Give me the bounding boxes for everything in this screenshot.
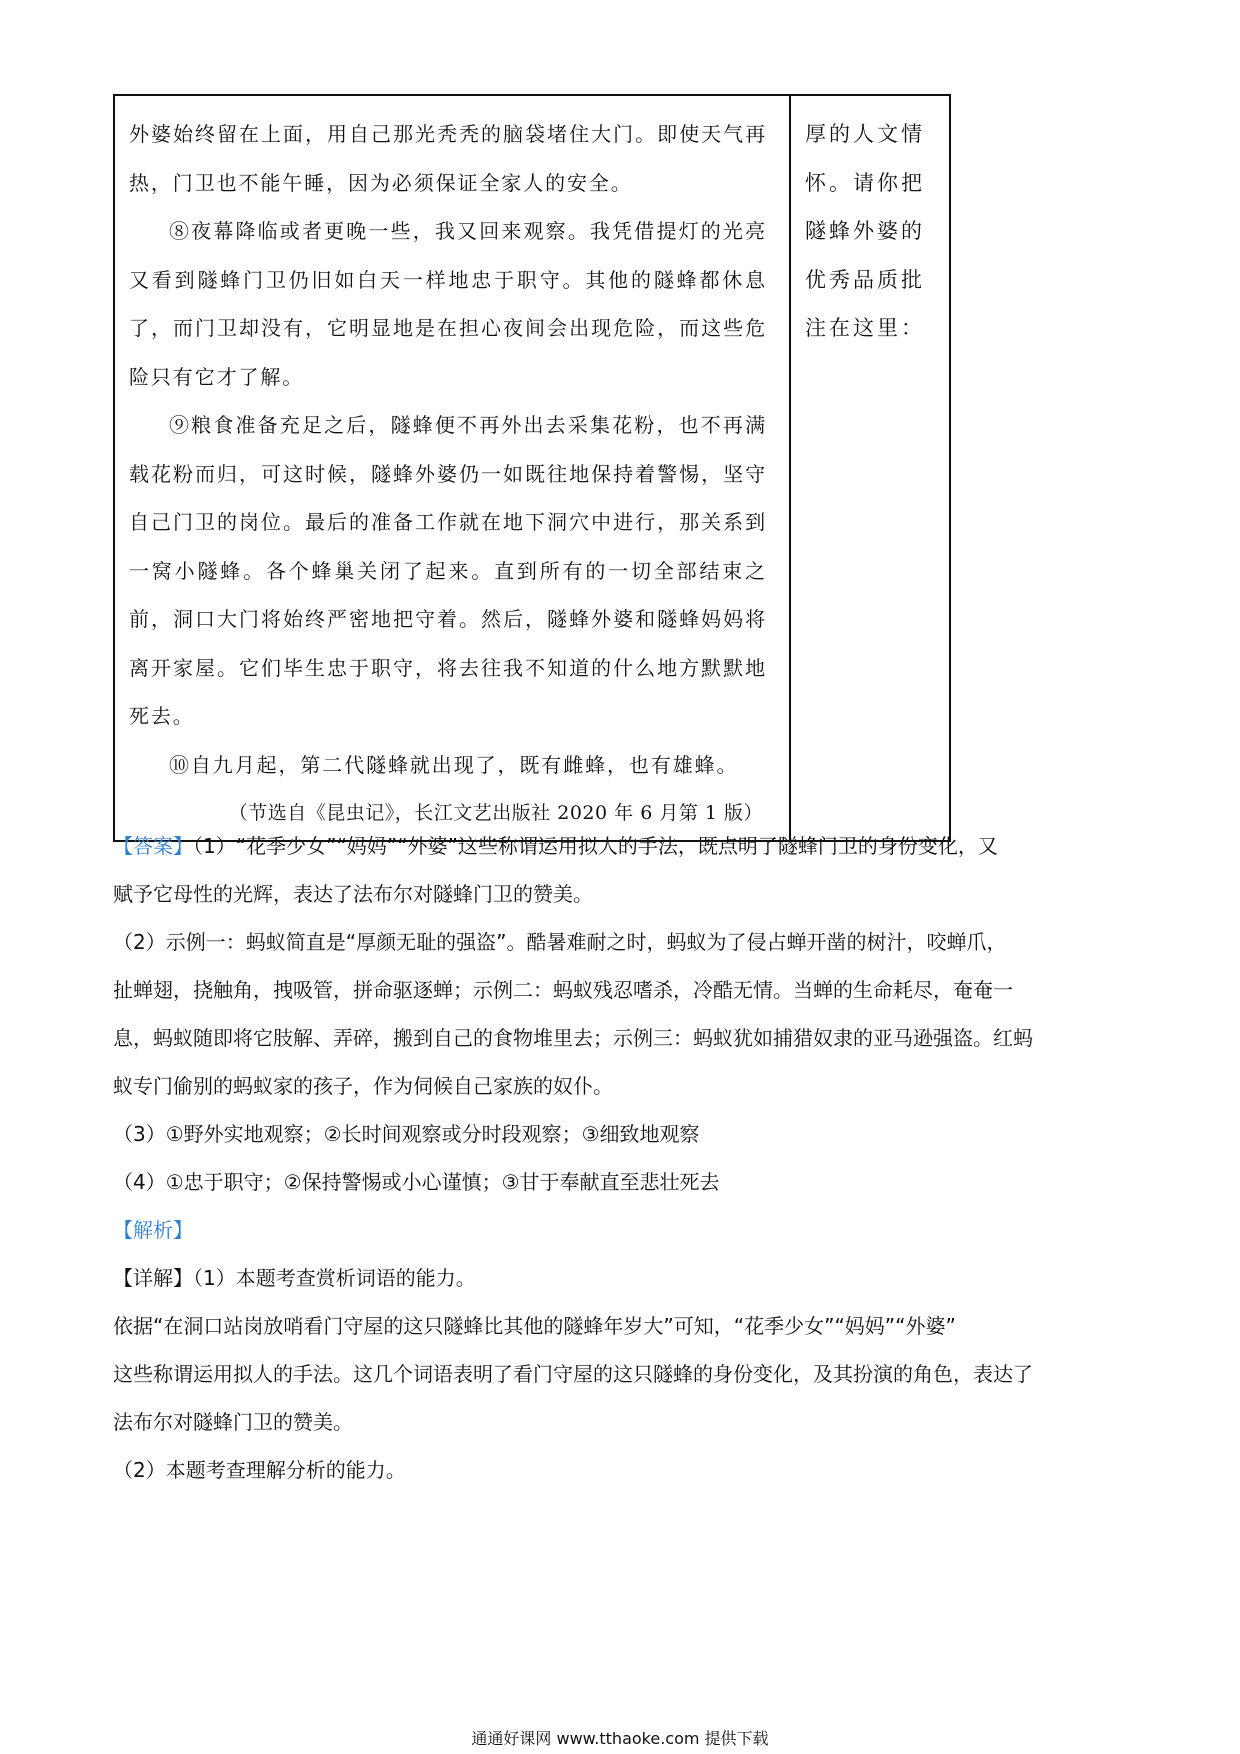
passage-paragraph: ⑨粮食准备充足之后，隧蜂便不再外出去采集花粉，也不再满载花粉而归，可这时候，隧蜂外婆仍一如既往地保持着警惕，坚守自己门卫的岗位。最后的准备工作就在地下洞穴中进行，那关系到一窝小隧蜂。各个蜂巢关闭了起来。直到所有的一切全部结束之前，洞口大门将始终严密地把守着。然后，隧蜂外婆和隧蜂妈妈将离开家屋。它们毕生忠于职守，将去往我不知道的什么地方默默地死去。 [129,413,767,728]
analysis-line: （2）本题考查理解分析的能力。 [113,1458,406,1482]
answer-line-1: 【答案】（1）“花季少女”“妈妈”“外婆”这些称谓运用拟人的手法，既点明了隧蜂门卫的身份变化，又 [113,834,998,858]
analysis-label: 【解析】 [113,1218,193,1242]
passage-source: （节选自《昆虫记》，长江文艺出版社 2020 年 6 月第 1 版） [228,802,763,824]
analysis-line: 这些称谓运用拟人的手法。这几个词语表明了看门守屋的这只隧蜂的身份变化，及其扮演的角色，表达了 [113,1362,1033,1386]
answer-label: 【答案】 [113,834,193,858]
annotation-prompt: 厚的人文情怀。请你把隧蜂外婆的优秀品质批注在这里： [805,122,925,340]
passage-paragraph: 外婆始终留在上面，用自己那光秃秃的脑袋堵住大门。即使天气再热，门卫也不能午睡，因为必须保证全家人的安全。 [129,122,767,195]
passage-cell [115,96,791,840]
annotation-cell [793,96,949,840]
answer-section [113,822,1133,1494]
passage-paragraph: ⑧夜幕降临或者更晚一些，我又回来观察。我凭借提灯的光亮又看到隧蜂门卫仍旧如白天一样地忠于职守。其他的隧蜂都休息了，而门卫却没有，它明显地是在担心夜间会出现危险，而这些危险只有它才了解。 [129,219,767,389]
analysis-line-1: 【详解】（1）本题考查赏析词语的能力。 [113,1266,476,1290]
footer-watermark: 通通好课网 www.tthaoke.com 提供下载 [471,1729,769,1748]
answer-line: 扯蝉翅，挠触角，拽吸管，拼命驱逐蝉；示例二：蚂蚁残忍嗜杀，冷酷无情。当蝉的生命耗尽，奄奄一 [113,978,1013,1002]
analysis-line: 依据“在洞口站岗放哨看门守屋的这只隧蜂比其他的隧蜂年岁大”可知，“花季少女”“妈妈”“外婆” [113,1314,956,1338]
answer-line: 蚁专门偷别的蚂蚁家的孩子，作为伺候自己家族的奴仆。 [113,1074,613,1098]
answer-line: （3）①野外实地观察；②长时间观察或分时段观察；③细致地观察 [113,1122,700,1146]
passage-table [113,94,951,842]
answer-line: 息，蚂蚁随即将它肢解、弄碎，搬到自己的食物堆里去；示例三：蚂蚁犹如捕猎奴隶的亚马逊强盗。红蚂 [113,1026,1033,1050]
answer-line: 赋予它母性的光辉，表达了法布尔对隧蜂门卫的赞美。 [113,882,593,906]
answer-line: （4）①忠于职守；②保持警惕或小心谨慎；③甘于奉献直至悲壮死去 [113,1170,720,1194]
answer-line: （2）示例一：蚂蚁简直是“厚颜无耻的强盗”。酷暑难耐之时，蚂蚁为了侵占蝉开凿的树汁，咬蝉爪， [113,930,1007,954]
passage-paragraph: ⑩自九月起，第二代隧蜂就出现了，既有雌蜂，也有雄蜂。 [169,752,739,777]
detail-label: 【详解】 [113,1266,193,1290]
analysis-line: 法布尔对隧蜂门卫的赞美。 [113,1410,353,1434]
